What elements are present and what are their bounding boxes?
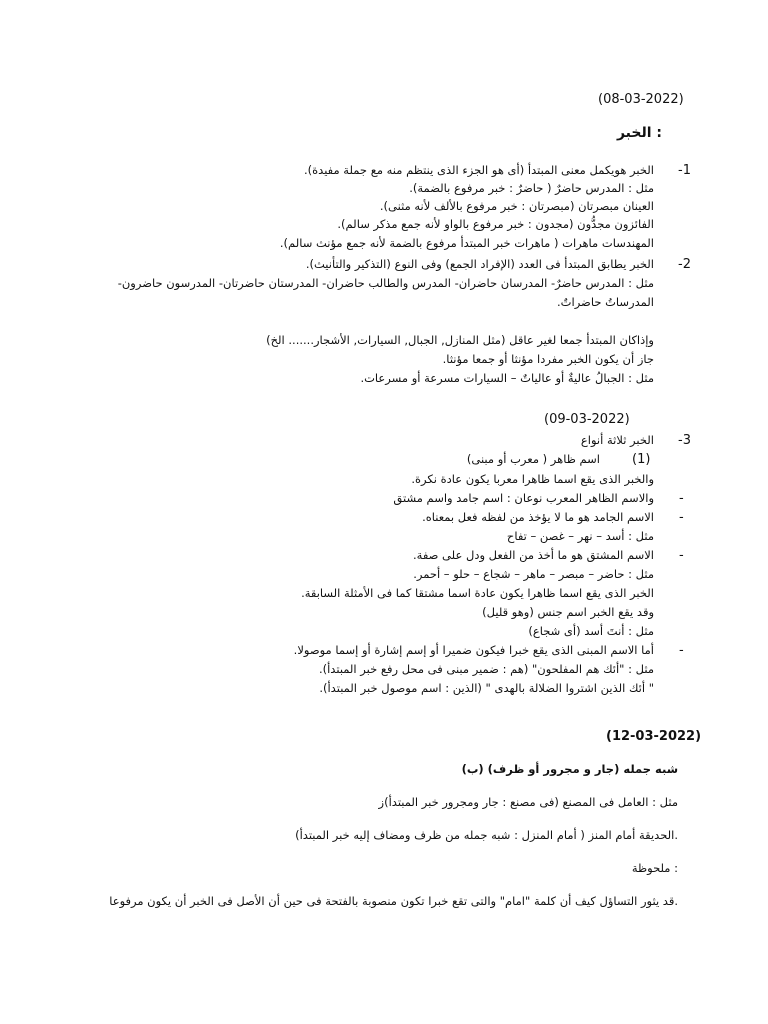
- s3-line: الخبر الذى يقع اسما ظاهرا يكون عادة اسما مشتقا كما فى الأمثلة السابقة.: [301, 586, 654, 600]
- s2-line: وإذاكان المبتدأ جمعا لغير عاقل (مثل المنازل, الجبال, السيارات, الأشجار....... الخ): [266, 333, 654, 347]
- bullet-dash: -: [679, 548, 684, 563]
- date-2: (09-03-2022): [544, 412, 630, 427]
- s3-intro: الخبر ثلاثة أنواع: [580, 433, 654, 447]
- s2-line: مثل : الجبالُ عاليةٌ أو عالياتٌ – السيارات مسرعة أو مسرعات.: [360, 371, 654, 385]
- s3-line: مثل : أنتَ أسد (أى شجاع): [528, 624, 654, 638]
- note-text: .قد يثور التساؤل كيف أن كلمة "امام" والتى تقع خبرا تكون منصوبة بالفتحة فى حين أن الأصل فى الخبر أن يكون مرفوعا: [109, 894, 678, 908]
- s3-line: والاسم الظاهر المعرب نوعان : اسم جامد واسم مشتق: [393, 491, 654, 505]
- s2-line: مثل : المدرس حاضرٌ- المدرسان حاضران- المدرس والطالب حاضران- المدرستان حاضرتان- المدرسون حاضرون-: [117, 276, 654, 290]
- s1-line: مثل : المدرس حاضرٌ ( حاضرٌ : خبر مرفوع بالضمة).: [409, 181, 654, 195]
- s4-example-1: مثل : العامل فى المصنع (فى مصنع : جار ومجرور خبر المبتدأ)ز: [378, 795, 678, 809]
- s3-line: والخبر الذى يقع اسما ظاهرا معربا يكون عادة نكرة.: [411, 472, 654, 486]
- s1-line: الخبر هويكمل معنى المبتدأ (أى هو الجزء الذى ينتظم منه مع جملة مفيدة).: [304, 163, 654, 177]
- s2-line: الخبر يطابق المبتدأ فى العدد (الإفراد الجمع) وفى النوع (التذكير والتأنيث).: [305, 257, 654, 271]
- s2-line: جاز أن يكون الخبر مفردا مؤنثا أو جمعا مؤنثا.: [442, 352, 654, 366]
- s3-line: مثل : "أئك هم المفلحون" (هم : ضمير مبنى فى محل رفع خبر المبتدأ).: [318, 662, 654, 676]
- s3-line: الاسم المشتق هو ما أخذ من الفعل ودل على صفة.: [413, 548, 654, 562]
- s3-line: أما الاسم المبنى الذى يقع خبرا فيكون ضميرا أو إسم إشارة أو إسما موصولا.: [293, 643, 654, 657]
- s3-line: مثل : حاضر – مبصر – ماهر – شجاع – حلو – أحمر.: [413, 567, 654, 581]
- date-3: (12-03-2022): [606, 729, 702, 744]
- s3-line: الاسم الجامد هو ما لا يؤخذ من لفظه فعل بمعناه.: [422, 510, 654, 524]
- bullet-dash: -: [679, 491, 684, 506]
- page-heading: : الخبر: [616, 125, 662, 141]
- bullet-dash: -: [679, 643, 684, 658]
- s3-sub1: اسم ظاهر ( معرب أو مبنى): [466, 452, 600, 466]
- note-label: : ملحوظة: [631, 861, 678, 875]
- s2-line: المدرساتُ حاضراتٌ.: [557, 295, 654, 309]
- section-1-number: -1: [678, 163, 691, 178]
- s3-line: وقد يقع الخبر اسم جنس (وهو قليل): [482, 605, 654, 619]
- s4-title: شبه جمله (جار و مجرور أو ظرف) (ب): [461, 762, 678, 776]
- bullet-dash: -: [679, 510, 684, 525]
- s3-line: مثل : أسد – نهر – غصن – تفاح: [506, 529, 654, 543]
- sub1-number: (1): [632, 452, 651, 467]
- section-2-number: -2: [678, 257, 691, 272]
- s3-line: " أئك الذين اشتروا الضلالة بالهدى " (الذين : اسم موصول خبر المبتدأ).: [319, 681, 654, 695]
- date-1: (08-03-2022): [598, 92, 684, 107]
- s1-line: العينان مبصرتان (مبصرتان : خبر مرفوع بالألف لأنه مثنى).: [379, 199, 654, 213]
- s1-line: الفائزون مجدُّون (مجدون : خبر مرفوع بالواو لأنه جمع مذكر سالم).: [337, 217, 654, 231]
- s4-example-2: .الحديقة أمام المنز ( أمام المنزل : شبه جمله من ظرف ومضاف إليه خبر المبتدأ): [295, 828, 678, 842]
- s1-line: المهندسات ماهرات ( ماهرات خبر المبتدأ مرفوع بالضمة لأنه جمع مؤنث سالم).: [279, 236, 654, 250]
- section-3-number: -3: [678, 433, 691, 448]
